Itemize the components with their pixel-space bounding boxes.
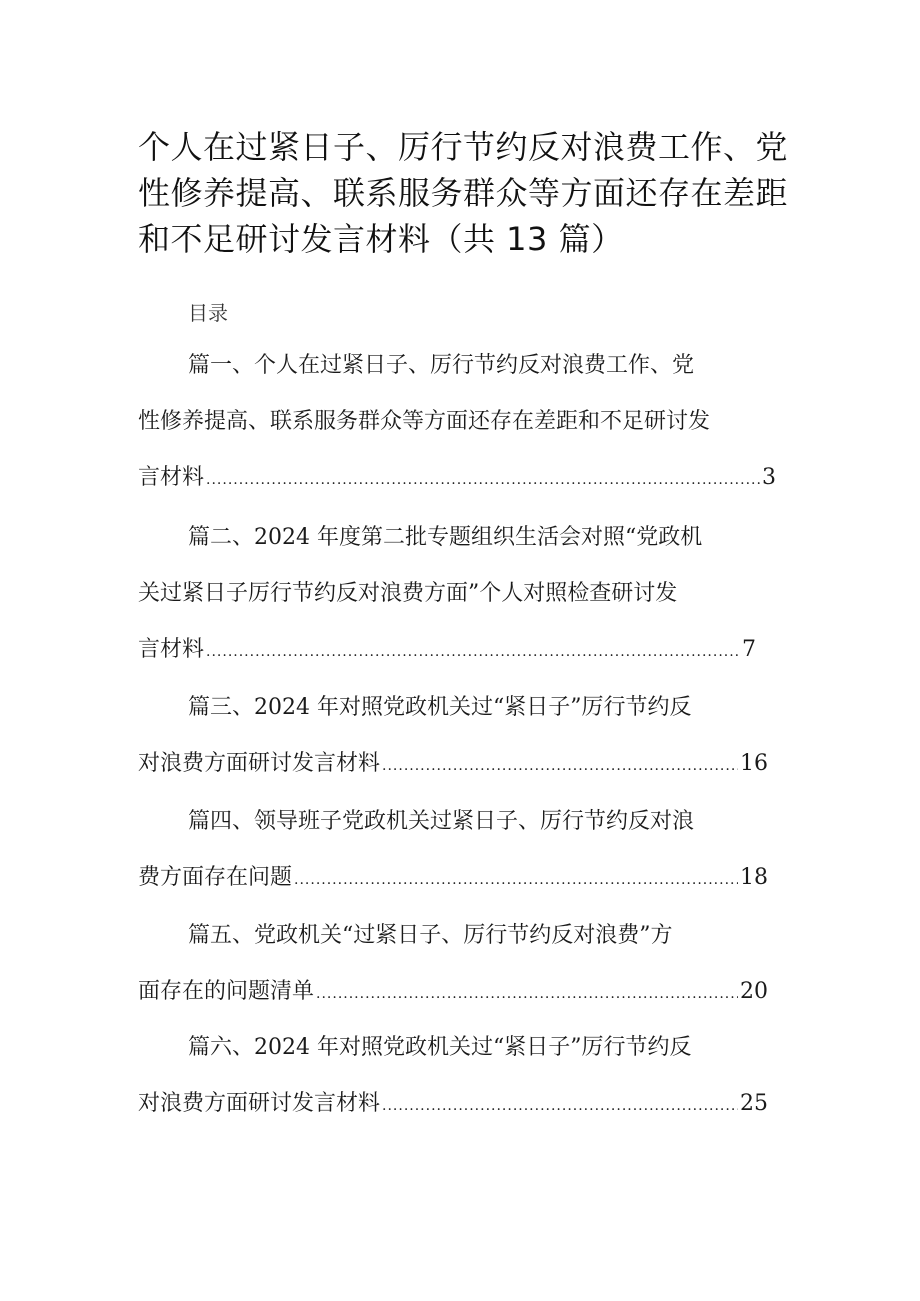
toc-entry-6[interactable] bbox=[138, 1034, 778, 1118]
toc-entry-last-line bbox=[138, 636, 756, 666]
toc-page-number: 3 bbox=[762, 465, 776, 490]
toc-page-number: 20 bbox=[740, 979, 768, 1004]
toc-page-number: 25 bbox=[740, 1091, 768, 1116]
dot-leader bbox=[316, 980, 738, 1008]
toc-entry-text: 费方面存在问题 bbox=[138, 865, 293, 890]
toc-entry-last-line bbox=[138, 750, 768, 780]
toc-entry-text: 对浪费方面研讨发言材料 bbox=[138, 1091, 381, 1116]
toc-heading: 目录 bbox=[188, 301, 228, 325]
toc-entry-text: 言材料 bbox=[138, 465, 205, 490]
toc-entry-last-line bbox=[138, 464, 776, 494]
toc-entry-last-line bbox=[138, 864, 768, 894]
toc-entry-text: 性修养提高、联系服务群众等方面还存在差距和不足研讨发 bbox=[138, 409, 711, 434]
toc-entry-text: 篇五、党政机关“过紧日子、厉行节约反对浪费”方 bbox=[188, 923, 673, 948]
title-line: 性修养提高、联系服务群众等方面还存在差距 bbox=[138, 174, 789, 212]
toc-page-number: 18 bbox=[740, 865, 768, 890]
toc-entry-text: 面存在的问题清单 bbox=[138, 979, 315, 1004]
toc-entry-3[interactable] bbox=[138, 694, 778, 778]
toc-entry-last-line bbox=[138, 978, 768, 1008]
toc-entry-2[interactable] bbox=[138, 524, 778, 664]
toc-entry-5[interactable] bbox=[138, 922, 778, 1006]
toc-entry-text: 篇二、2024 年度第二批专题组织生活会对照“党政机 bbox=[188, 525, 703, 550]
toc-entry-text: 篇一、个人在过紧日子、厉行节约反对浪费工作、党 bbox=[188, 353, 695, 378]
dot-leader bbox=[206, 466, 760, 494]
title-line: 个人在过紧日子、厉行节约反对浪费工作、党 bbox=[138, 128, 789, 166]
toc-entry-text: 篇三、2024 年对照党政机关过“紧日子”厉行节约反 bbox=[188, 695, 692, 720]
toc-entry-text: 言材料 bbox=[138, 637, 205, 662]
toc-page-number: 7 bbox=[742, 637, 756, 662]
toc-page-number: 16 bbox=[740, 751, 768, 776]
toc-entry-text: 篇四、领导班子党政机关过紧日子、厉行节约反对浪 bbox=[188, 809, 695, 834]
dot-leader bbox=[294, 866, 738, 894]
title-line: 和不足研讨发言材料（共 13 篇） bbox=[138, 220, 624, 258]
toc-entry-last-line bbox=[138, 1090, 768, 1120]
dot-leader bbox=[382, 1092, 738, 1120]
toc-entry-text: 关过紧日子厉行节约反对浪费方面”个人对照检查研讨发 bbox=[138, 581, 678, 606]
toc-entry-1[interactable] bbox=[138, 352, 778, 492]
document-title bbox=[138, 124, 798, 262]
toc-entry-text: 对浪费方面研讨发言材料 bbox=[138, 751, 381, 776]
dot-leader bbox=[382, 752, 738, 780]
dot-leader bbox=[206, 638, 740, 666]
toc-entry-4[interactable] bbox=[138, 808, 778, 892]
toc-entry-text: 篇六、2024 年对照党政机关过“紧日子”厉行节约反 bbox=[188, 1035, 692, 1060]
